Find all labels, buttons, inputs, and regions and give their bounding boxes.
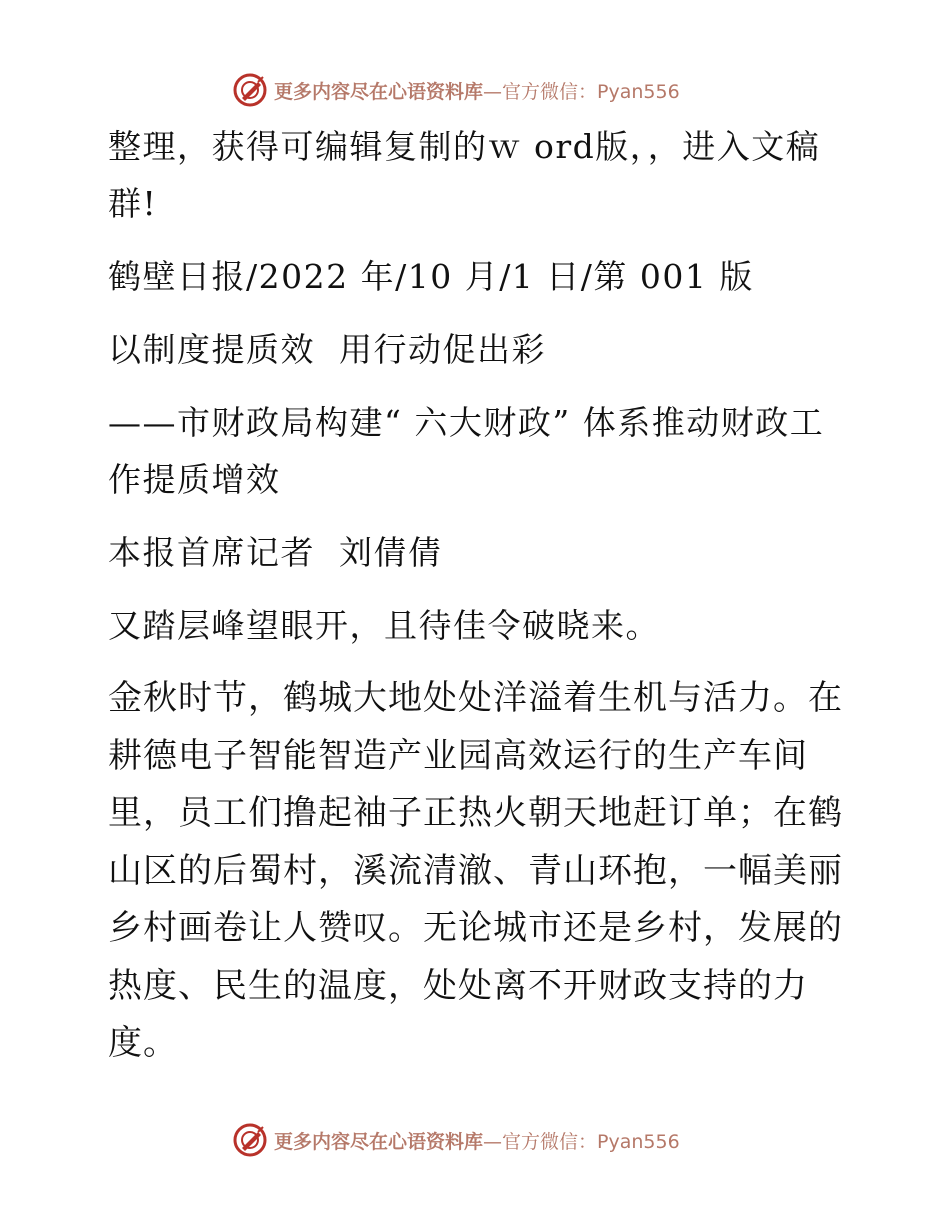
footer-banner-separator: — — [483, 1130, 503, 1153]
footer-banner-main: 更多内容尽在心语资料库 — [274, 1130, 484, 1153]
header-banner-text — [274, 77, 680, 104]
document-body — [98, 118, 858, 1073]
header-banner-separator: — — [483, 80, 503, 103]
header-banner — [232, 70, 712, 110]
lead-sentence: 又踏层峰望眼开，且待佳令破晓来。 — [108, 606, 660, 645]
footer-banner — [232, 1120, 712, 1160]
subheadline: ——市财政局构建“ 六大财政” 体系推动财政工作提质增效 — [108, 403, 825, 499]
source-line: 鹤壁日报/2022 年/10 月/1 日/第 001 版 — [108, 257, 754, 296]
quill-pen-seal-icon — [232, 72, 268, 108]
headline: 以制度提质效 用行动促出彩 — [108, 330, 546, 369]
footer-banner-wechat-id: Pyan556 — [597, 1130, 680, 1153]
body-paragraph: 金秋时节，鹤城大地处处洋溢着生机与活力。在耕德电子智能智造产业园高效运行的生产车间里，员工们撸起袖子正热火朝天地赶订单；在鹤山区的后蜀村，溪流清澈、青山环抱，一幅美丽乡村画卷让人赞叹。无论城市还是乡村，发展的热度、民生的温度，处处离不开财政支持的力度。 — [108, 678, 843, 1063]
intro-line: 整理，获得可编辑复制的ｗ ord版，，进入文稿群! — [108, 127, 821, 223]
footer-banner-wechat-label: 官方微信： — [502, 1130, 598, 1153]
header-banner-main: 更多内容尽在心语资料库 — [274, 80, 484, 103]
footer-banner-text — [274, 1127, 680, 1154]
header-banner-wechat-label: 官方微信： — [502, 80, 598, 103]
header-banner-wechat-id: Pyan556 — [597, 80, 680, 103]
byline: 本报首席记者 刘倩倩 — [108, 533, 443, 572]
quill-pen-seal-icon — [232, 1122, 268, 1158]
